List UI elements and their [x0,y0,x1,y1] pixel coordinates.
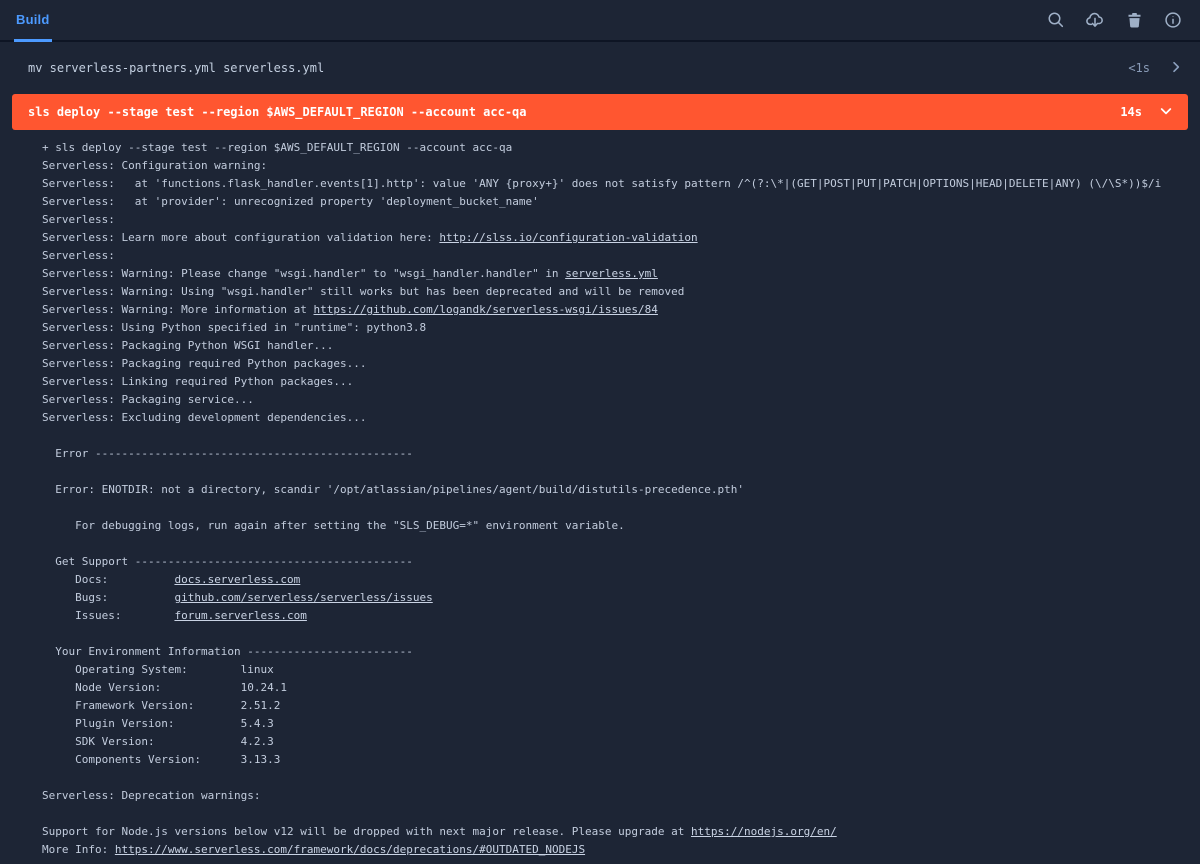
log-line: Components Version: 3.13.3 [42,753,281,766]
log-line: Node Version: 10.24.1 [42,681,288,694]
log-line [42,427,1200,445]
log-line: Issues: forum.serverless.com [42,609,307,622]
command-row-mv[interactable] [0,42,1200,94]
log-line: Serverless: Excluding development dependencies... [42,411,367,424]
log-link[interactable]: github.com/serverless/serverless/issues [174,591,433,604]
log-line: Support for Node.js versions below v12 will be dropped with next major release. Please upgrade at https://nodejs.org/en/ [42,825,837,838]
log-line: Serverless: Learn more about configuration validation here: http://slss.io/configuration-validation [42,231,698,244]
log-line: Operating System: linux [42,663,274,676]
search-icon[interactable] [1045,9,1067,31]
log-line: + sls deploy --stage test --region $AWS_DEFAULT_REGION --account acc-qa [42,141,513,154]
log-line: Serverless: [42,213,115,226]
log-link[interactable]: http://slss.io/configuration-validation [439,231,698,244]
info-icon[interactable] [1162,9,1184,31]
log-line [42,499,1200,517]
toolbar-icons [1045,0,1184,40]
log-line: More Info: https://www.serverless.com/framework/docs/deprecations/#OUTDATED_NODEJS [42,843,586,856]
log-line: Bugs: github.com/serverless/serverless/issues [42,591,433,604]
log-line: Serverless: Configuration warning: [42,159,268,172]
log-link[interactable]: forum.serverless.com [174,609,307,622]
chevron-down-icon [1158,103,1174,122]
log-line [42,769,1200,787]
log-link[interactable]: https://www.serverless.com/framework/docs/deprecations/#OUTDATED_NODEJS [114,843,586,856]
log-line: Error: ENOTDIR: not a directory, scandir '/opt/atlassian/pipelines/agent/build/distutils-precedence.pth' [42,483,744,496]
log-line: Serverless: Using Python specified in "runtime": python3.8 [42,321,427,334]
log-line [42,625,1200,643]
log-link[interactable]: docs.serverless.com [174,573,301,586]
log-link[interactable]: https://github.com/logandk/serverless-wsgi/issues/84 [313,303,658,316]
log-line [42,805,1200,823]
command-row-sls-deploy-failed[interactable] [12,94,1188,130]
log-line: Serverless: Warning: Please change "wsgi.handler" to "wsgi_handler.handler" in serverless.yml [42,267,658,280]
log-line: For debugging logs, run again after setting the "SLS_DEBUG=*" environment variable. [42,519,625,532]
log-line: Error ------------------------------------------------ [42,447,413,460]
log-line: Framework Version: 2.51.2 [42,699,281,712]
trash-icon[interactable] [1123,9,1145,31]
log-line: Serverless: Packaging required Python packages... [42,357,367,370]
log-line: Serverless: Warning: More information at https://github.com/logandk/serverless-wsgi/issues/84 [42,303,658,316]
log-toolbar [0,0,1200,42]
download-log-icon[interactable] [1084,9,1106,31]
log-line: Serverless: Deprecation warnings: [42,789,261,802]
log-line: Serverless: Warning: Using "wsgi.handler" still works but has been deprecated and will be removed [42,285,685,298]
command-text: mv serverless-partners.yml serverless.yml [28,61,325,75]
log-line: Serverless: at 'provider': unrecognized property 'deployment_bucket_name' [42,195,539,208]
log-link[interactable]: serverless.yml [565,267,658,280]
command-duration: <1s [1128,61,1150,75]
tab-build-label: Build [16,12,50,27]
log-line: Serverless: at 'functions.flask_handler.events[1].http': value 'ANY {proxy+}' does not satisfy pattern /^(?:\*|(GET|POST|PUT|PATCH|OPTIONS|HEAD|DELETE|ANY) (\/\S*))$/i [42,177,1162,190]
log-line: SDK Version: 4.2.3 [42,735,274,748]
log-line: Get Support ------------------------------------------ [42,555,413,568]
log-link[interactable]: https://nodejs.org/en/ [691,825,837,838]
tab-build[interactable] [14,0,52,42]
log-line: Serverless: Packaging Python WSGI handler... [42,339,334,352]
log-line: Serverless: Packaging service... [42,393,254,406]
log-line [42,463,1200,481]
build-log [0,130,1200,859]
log-line: Serverless: Linking required Python packages... [42,375,354,388]
command-duration: 14s [1120,105,1142,119]
log-line: Your Environment Information ------------------------- [42,645,413,658]
log-line: Docs: docs.serverless.com [42,573,301,586]
chevron-right-icon [1168,59,1184,78]
log-line [42,535,1200,553]
command-text: sls deploy --stage test --region $AWS_DEFAULT_REGION --account acc-qa [28,105,527,119]
log-line: Plugin Version: 5.4.3 [42,717,274,730]
log-line: Serverless: [42,249,115,262]
